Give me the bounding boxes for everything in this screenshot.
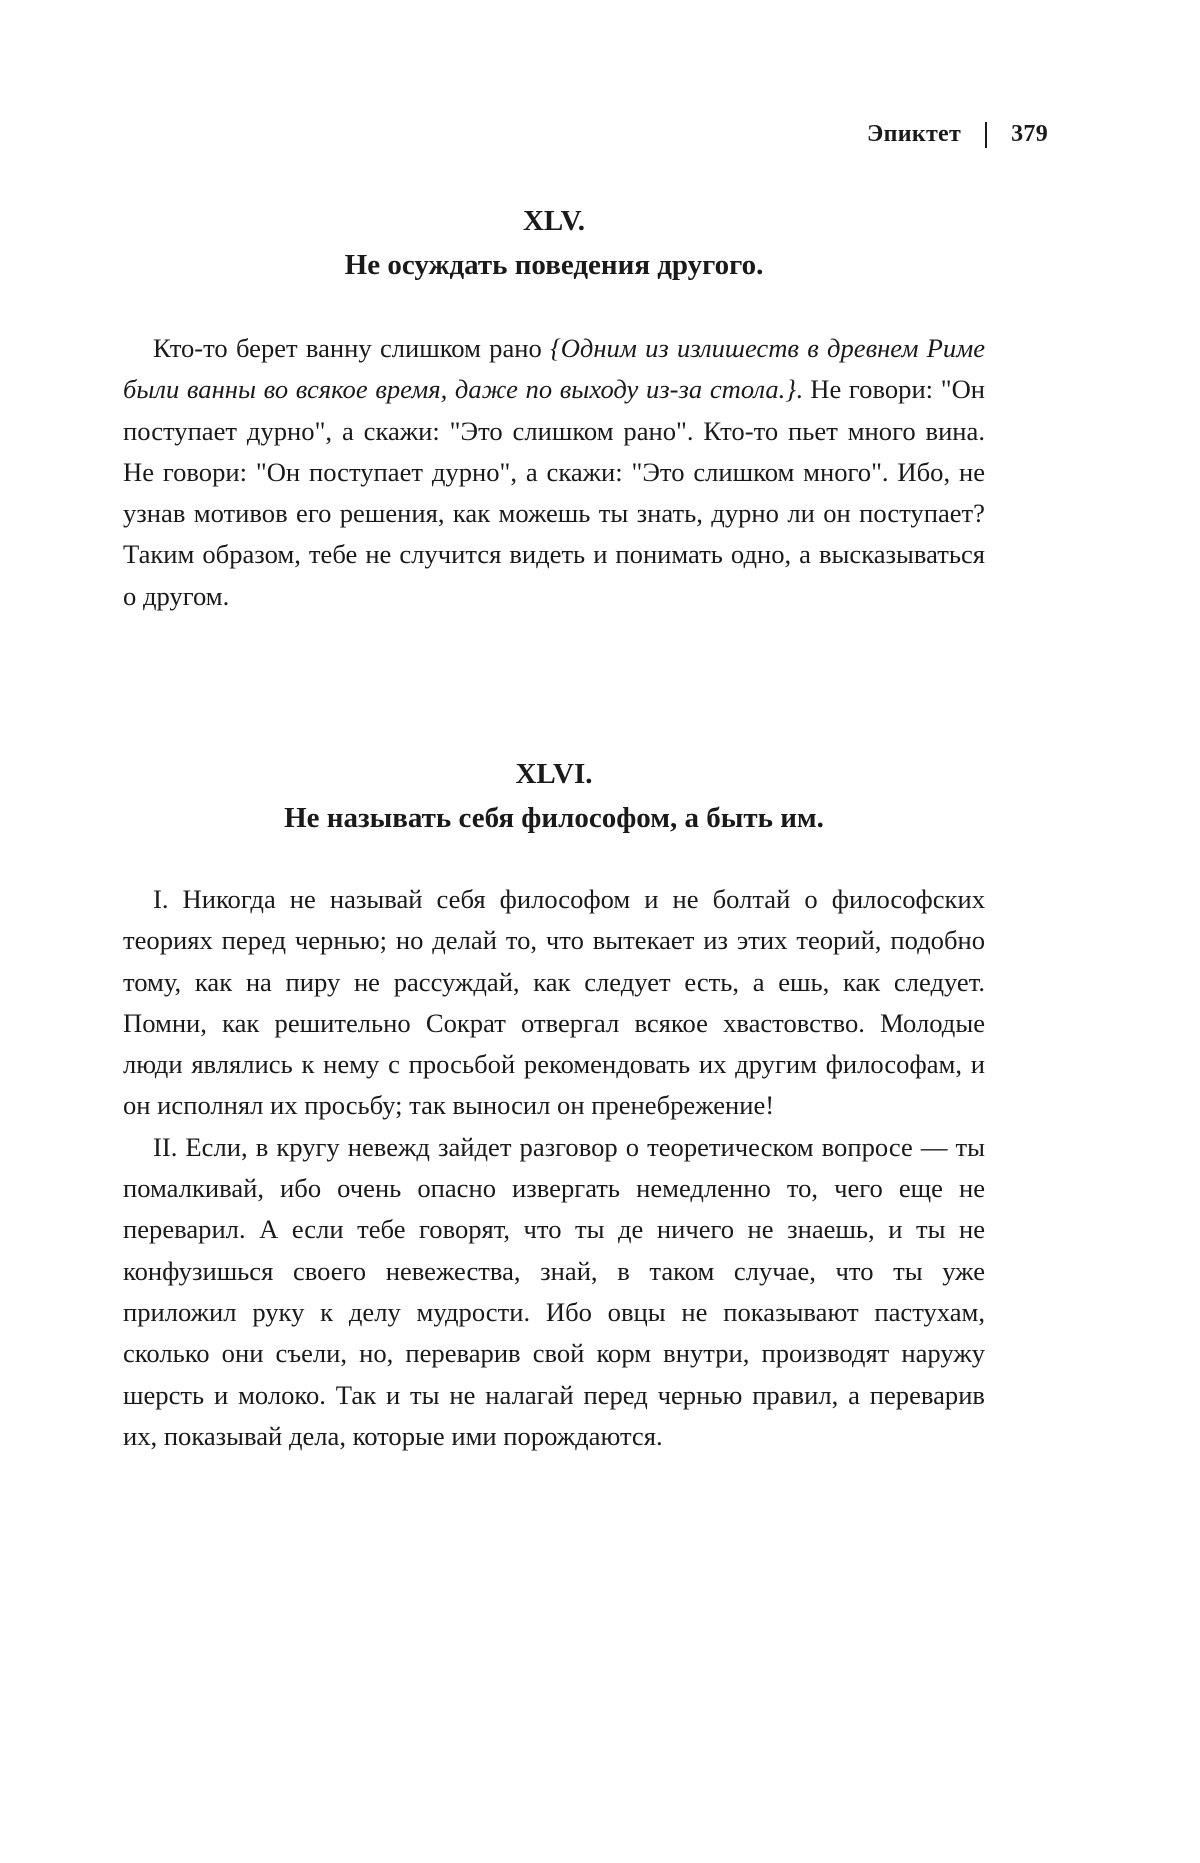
- paragraph-text-end: . Не говори: "Он поступает дурно", а скажи: "Это слишком рано". Кто-то пьет много вина. Не говори: "Он поступает дурно", а скажи: "Это слишком много". Ибо, не узнав мотивов его решения, как можешь ты знать, дурно ли он поступает? Таким образом, тебе не случится видеть и понимать одно, а высказываться о другом.: [123, 374, 986, 611]
- section-number: XLV.: [522, 205, 586, 237]
- section-body: [123, 879, 985, 1457]
- running-head-divider: [985, 122, 987, 148]
- section-title: Не осуждать поведения другого.: [344, 249, 764, 281]
- paragraph-text-start: Кто-то берет ванну слишком рано: [153, 333, 551, 363]
- section-xlvi: [123, 752, 985, 1457]
- paragraph: I. Никогда не называй себя философом и не болтай о философских теориях перед чернью; но делай то, что вытекает из этих теорий, подобно тому, как на пиру не рассуждай, как следует есть, а ешь, как следует. Помни, как решительно Сократ отвергал всякое хвастовство. Молодые люди являлись к нему с просьбой рекомендовать их другим философам, и он исполнял их просьбу; так выносил он пренебрежение!: [123, 884, 985, 1121]
- section-xlv: [123, 199, 985, 617]
- page-number: 379: [1011, 121, 1048, 147]
- running-head: [867, 121, 1048, 148]
- running-head-title: Эпиктет: [867, 121, 962, 147]
- section-number: XLVI.: [515, 758, 593, 790]
- section-title: Не называть себя философом, а быть им.: [284, 802, 824, 834]
- paragraph: [123, 328, 985, 617]
- paragraph: II. Если, в кругу невежд зайдет разговор о теоретическом вопросе — ты помалкивай, ибо очень опасно извергать немедленно то, чего еще не переварил. А если тебе говорят, что ты де ничего не знаешь, и ты не конфузишься своего невежества, знай, в таком случае, что ты уже приложил руку к делу мудрости. Ибо овцы не показывают пастухам, сколько они съели, но, переварив свой корм внутри, производят наружу шерсть и молоко. Так и ты не налагай перед чернью правил, а переварив их, показывай дела, которые ими порождаются.: [123, 1131, 985, 1451]
- section-body: [123, 328, 985, 617]
- footnote-inline: {Одним из излишеств в древнем Риме были ванны во всякое время, даже по выходу из-за стола.}: [123, 333, 985, 405]
